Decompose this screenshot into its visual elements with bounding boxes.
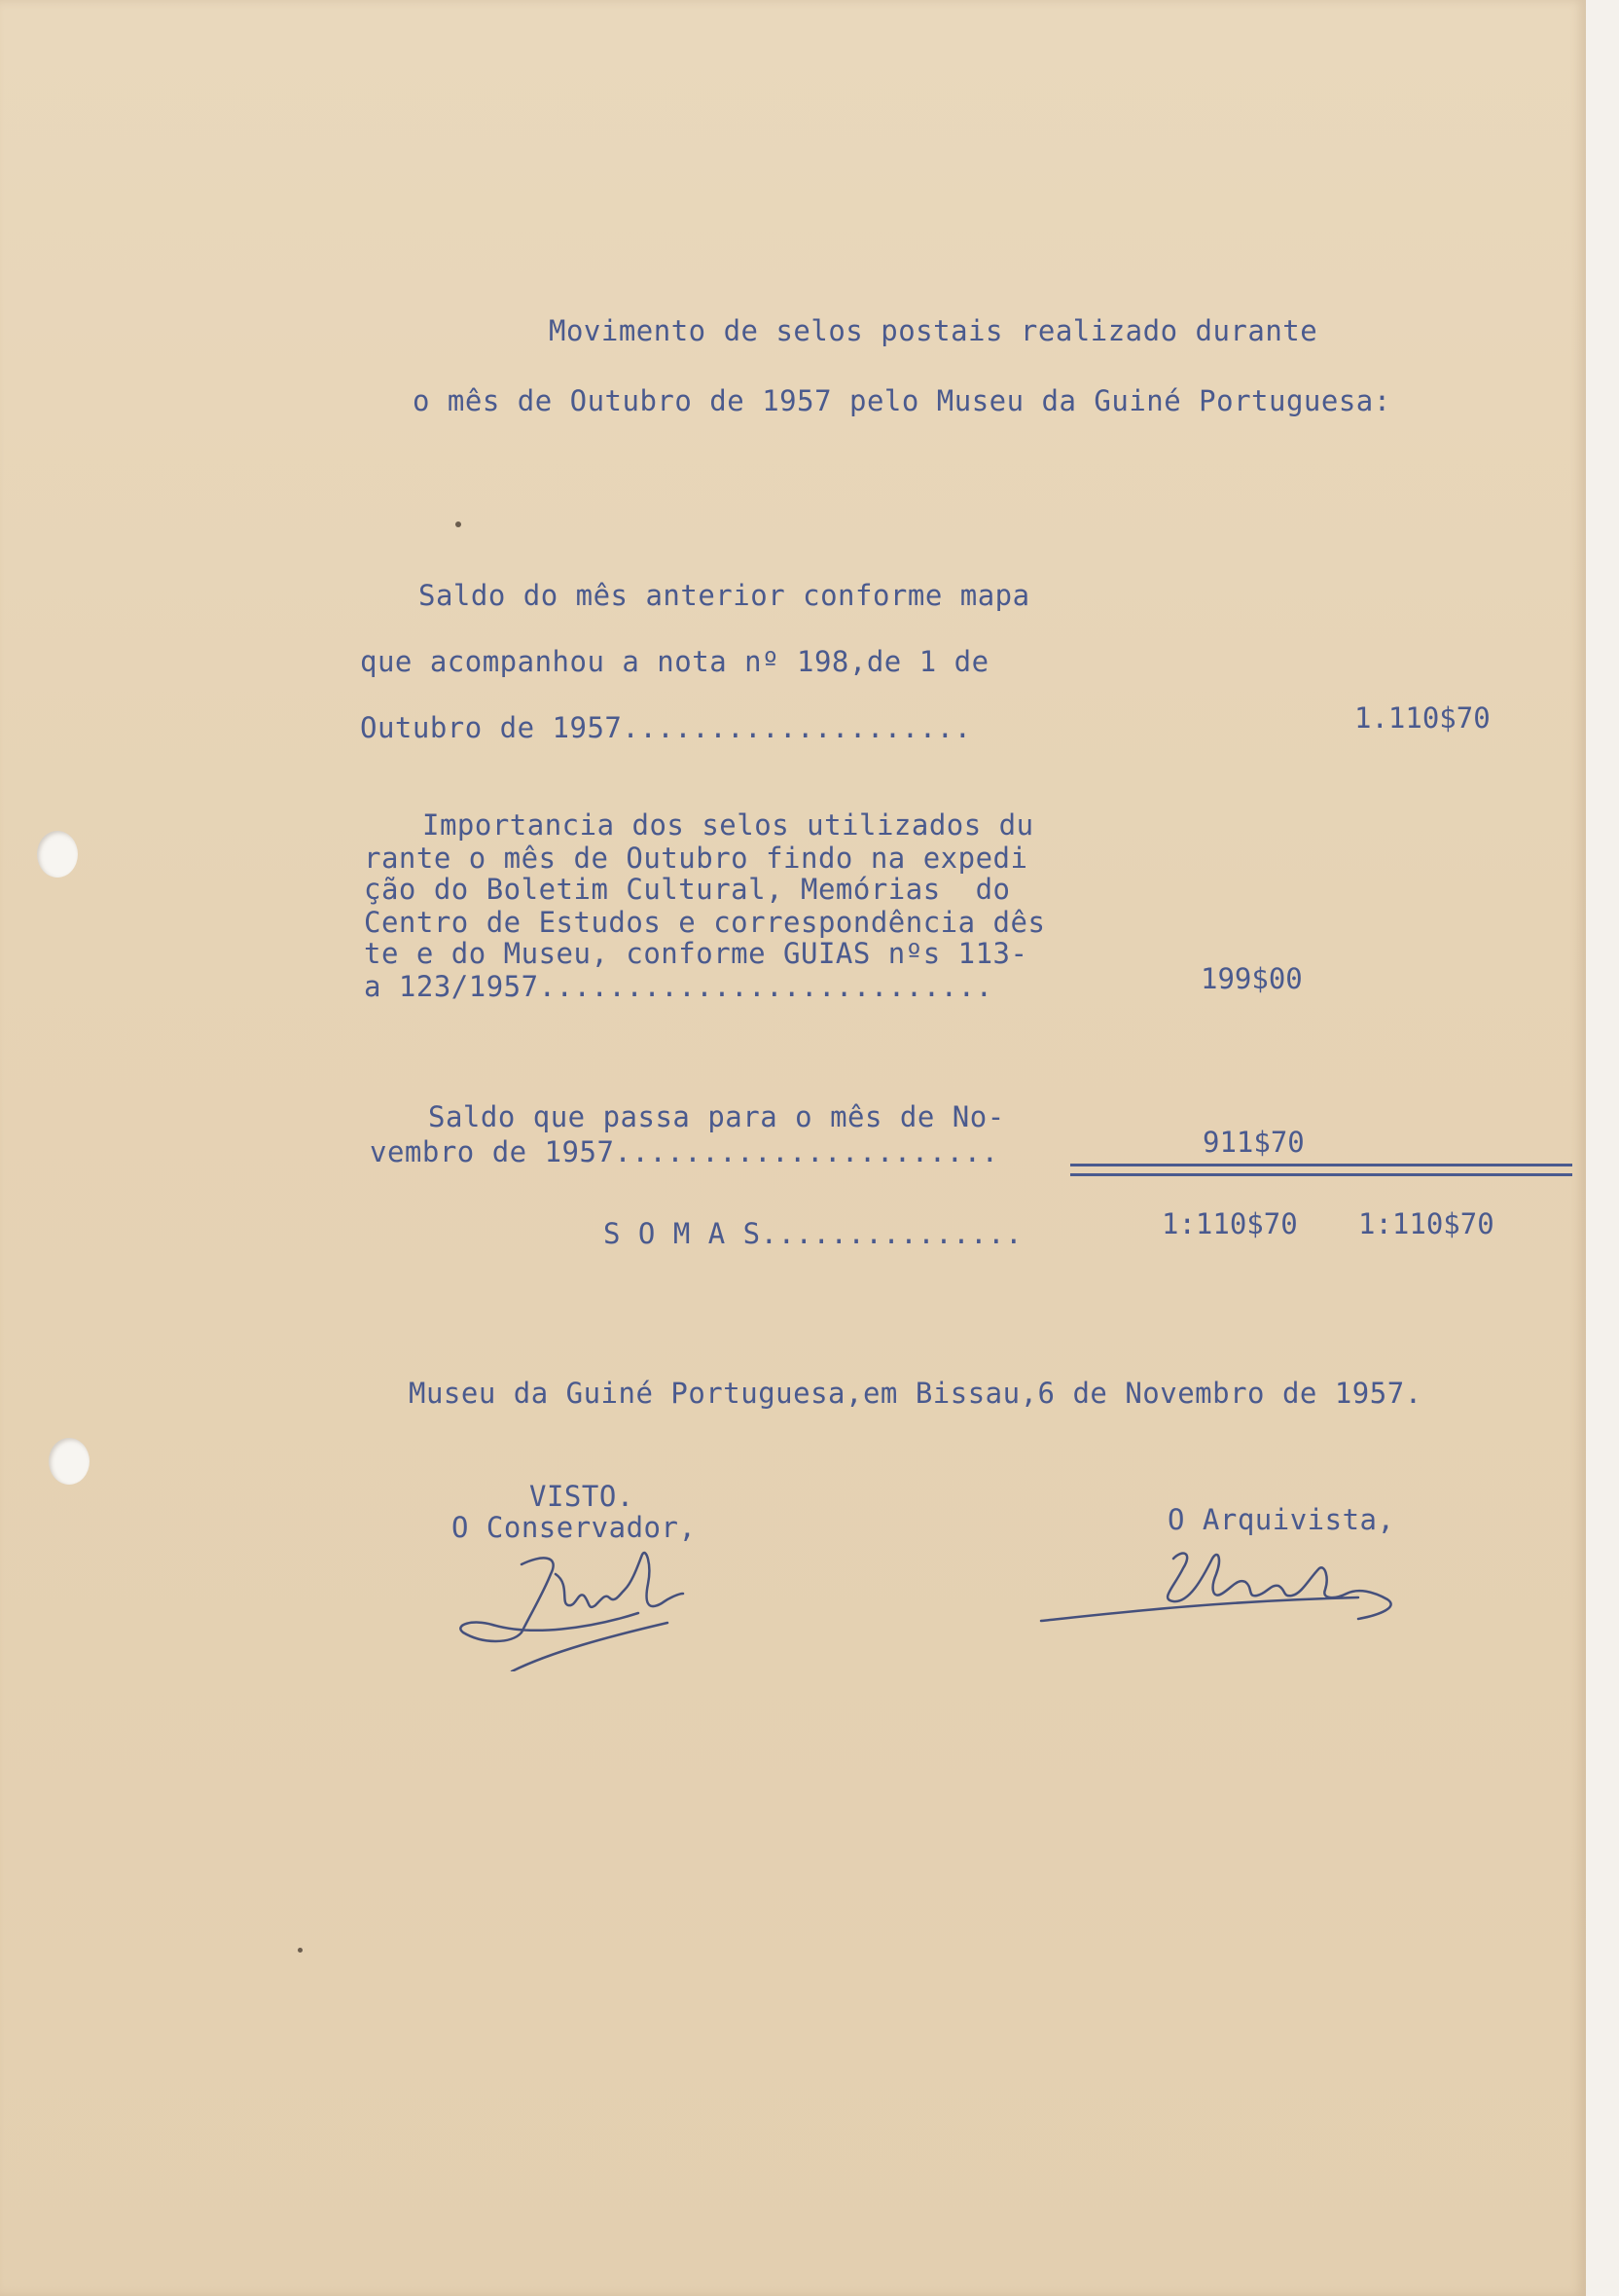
conservador-signature bbox=[453, 1535, 745, 1671]
entry-3-line-2: vembro de 1957...................... bbox=[370, 1135, 999, 1168]
visto-label: VISTO. bbox=[529, 1480, 634, 1513]
entry-1-line-2: que acompanhou a nota nº 198,de 1 de bbox=[360, 645, 989, 678]
totals-debit: 1:110$70 bbox=[1162, 1207, 1298, 1240]
arquivista-signature bbox=[1037, 1539, 1446, 1646]
entry-3-amount: 911$70 bbox=[1203, 1126, 1305, 1159]
entry-1-line-1: Saldo do mês anterior conforme mapa bbox=[418, 579, 1030, 612]
header-line-1: Movimento de selos postais realizado durante bbox=[549, 314, 1318, 347]
conservador-title: O Conservador, bbox=[451, 1511, 697, 1544]
header-line-2: o mês de Outubro de 1957 pelo Museu da Guiné Portuguesa: bbox=[413, 384, 1391, 417]
entry-2-line-2: rante o mês de Outubro findo na expedi bbox=[364, 842, 1028, 875]
entry-2-amount: 199$00 bbox=[1201, 962, 1303, 995]
place-date: Museu da Guiné Portuguesa,em Bissau,6 de Novembro de 1957. bbox=[409, 1377, 1422, 1410]
ink-speck bbox=[455, 521, 461, 527]
entry-2-line-5: te e do Museu, conforme GUIAS nºs 113- bbox=[364, 937, 1028, 970]
punch-hole-bottom bbox=[49, 1438, 90, 1485]
totals-credit: 1:110$70 bbox=[1358, 1207, 1494, 1240]
page-edge bbox=[1586, 0, 1619, 2296]
total-rule-bottom bbox=[1070, 1173, 1572, 1176]
totals-label: S O M A S............... bbox=[603, 1217, 1024, 1250]
entry-2-line-3: ção do Boletim Cultural, Memórias do bbox=[364, 873, 1011, 906]
entry-1-line-3: Outubro de 1957.................... bbox=[360, 711, 972, 744]
ink-speck bbox=[298, 1948, 303, 1953]
entry-2-line-1: Importancia dos selos utilizados du bbox=[422, 808, 1034, 842]
punch-hole-top bbox=[37, 831, 78, 878]
total-rule-top bbox=[1070, 1164, 1572, 1166]
entry-1-amount: 1.110$70 bbox=[1354, 701, 1491, 735]
entry-3-line-1: Saldo que passa para o mês de No- bbox=[428, 1100, 1005, 1133]
arquivista-title: O Arquivista, bbox=[1168, 1503, 1395, 1536]
entry-2-line-6: a 123/1957.......................... bbox=[364, 970, 993, 1003]
entry-2-line-4: Centro de Estudos e correspondência dês bbox=[364, 906, 1046, 939]
